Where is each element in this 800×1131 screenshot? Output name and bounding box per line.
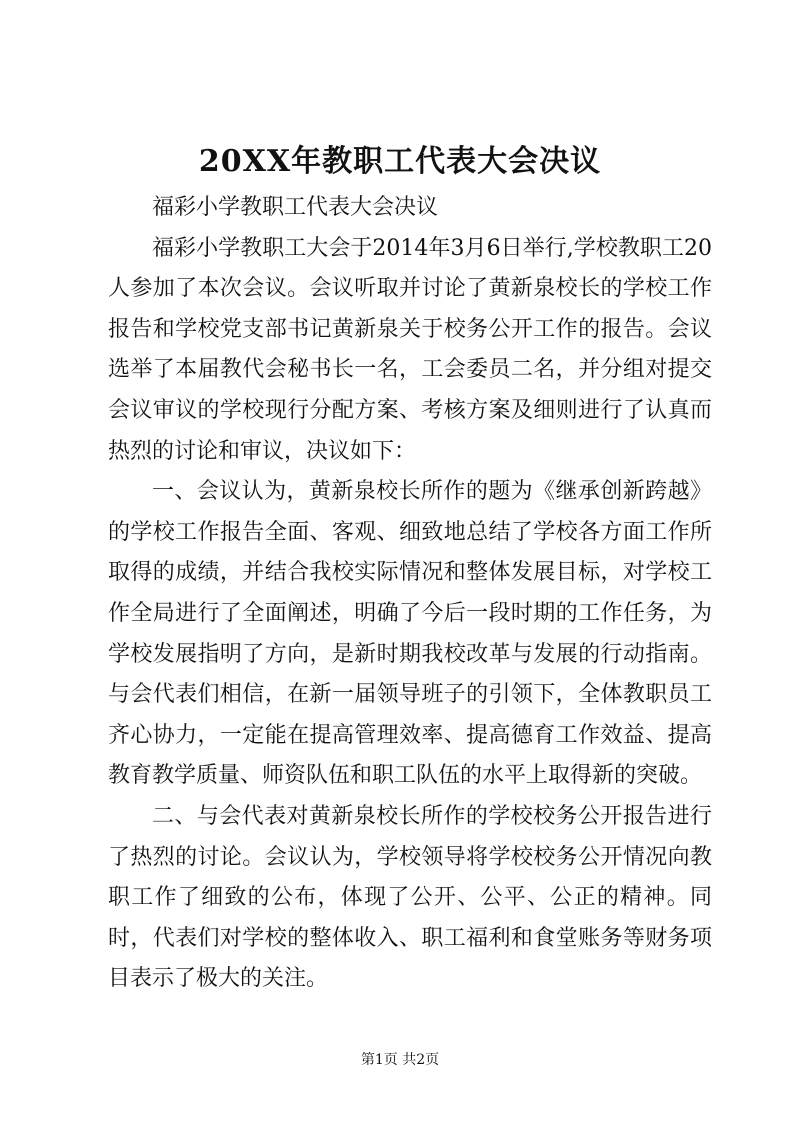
page-number: 第1页 共2页 — [360, 1052, 440, 1068]
document-title: 20XX年教职工代表大会决议 — [198, 144, 602, 179]
document-body — [108, 188, 712, 1000]
resolution-item-1: 一、会议认为，黄新泉校长所作的题为《继承创新跨越》的学校工作报告全面、客观、细致地总结了学校各方面工作所取得的成绩，并结合我校实际情况和整体发展目标，对学校工作全局进行了全面阐述，明确了今后一段时期的工作任务，为学校发展指明了方向，是新时期我校改革与发展的行动指南。与会代表们相信，在新一届领导班子的引领下，全体教职员工齐心协力，一定能在提高管理效率、提高德育工作效益、提高教育教学质量、师资队伍和职工队伍的水平上取得新的突破。 — [108, 479, 712, 789]
resolution-item-2: 二、与会代表对黄新泉校长所作的学校校务公开报告进行了热烈的讨论。会议认为，学校领导将学校校务公开情况向教职工作了细致的公布，体现了公开、公平、公正的精神。同时，代表们对学校的整体收入、职工福利和食堂账务等财务项目表示了极大的关注。 — [108, 803, 712, 992]
intro-paragraph: 福彩小学教职工大会于2014年3月6日举行,学校教职工20人参加了本次会议。会议听取并讨论了黄新泉校长的学校工作报告和学校党支部书记黄新泉关于校务公开工作的报告。会议选举了本届教代会秘书长一名，工会委员二名，并分组对提交会议审议的学校现行分配方案、考核方案及细则进行了认真而热烈的讨论和审议，决议如下： — [108, 235, 712, 464]
subtitle-paragraph: 福彩小学教职工代表大会决议 — [152, 195, 439, 220]
